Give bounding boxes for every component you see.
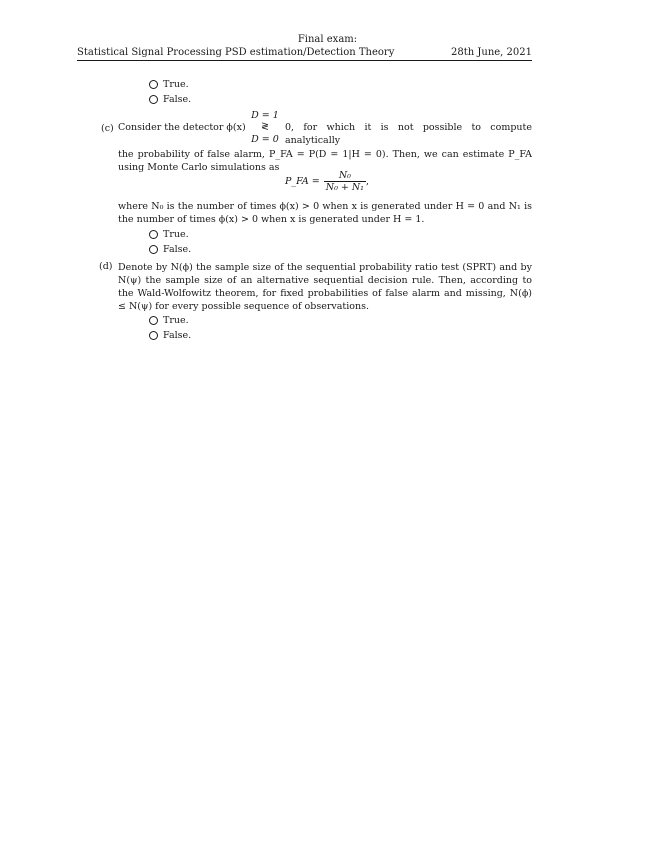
q-c-formula-numerator: N₀ [338,170,351,181]
q-c-option-false[interactable] [149,244,191,255]
q-b-option-false[interactable] [149,94,191,105]
radio-button-icon[interactable] [149,331,158,340]
q-c-formula [285,170,369,193]
header-rule [77,60,532,61]
q-c-text-a: the probability of false alarm, P_FA = P(D = 1|H = 0). Then, we can estimate P_FA using Monte Carlo simulations as [118,149,532,173]
q-d-false-label: False. [163,330,192,341]
q-d-option-true[interactable] [149,315,189,326]
q-b-true-label: True. [163,79,189,90]
q-d-option-false[interactable] [149,330,191,341]
q-d-true-label: True. [163,315,189,326]
radio-button-icon[interactable] [149,316,158,325]
q-d-text: Denote by N(ϕ) the sample size of the sequential probability ratio test (SPRT) and by N(ψ) the sample size of an alternative sequential decision rule. Then, according to the Wald-Wolfowitz theorem, for fixed probabilities of false alarm and missing, N(ϕ) ≤ N(ψ) for every possible sequence of observations. [118,262,532,312]
q-c-formula-tail: , [366,176,370,187]
q-d-label: (d) [99,261,113,272]
q-c-false-label: False. [163,244,192,255]
q-c-option-true[interactable] [149,229,189,240]
radio-button-icon[interactable] [149,95,158,104]
q-c-decision-bottom: D = 0 [251,134,279,145]
q-b-option-true[interactable] [149,79,189,90]
header-title: Final exam: [297,34,358,45]
header-topic: PSD estimation/Detection Theory [225,47,395,58]
radio-button-icon[interactable] [149,80,158,89]
q-c-true-label: True. [163,229,189,240]
header-date: 28th June, 2021 [451,47,532,58]
q-c-decision-symbol: ≷ [261,121,269,132]
q-c-formula-lhs: P_FA = [285,176,320,187]
radio-button-icon[interactable] [149,245,158,254]
q-c-line1-post: 0, for which it is not possible to compute analytically [285,122,532,146]
q-c-line1-pre: Consider the detector ϕ(x) [118,122,246,133]
q-b-false-label: False. [163,94,192,105]
header-course: Statistical Signal Processing [77,47,222,58]
q-c-text-b: where N₀ is the number of times ϕ(x) > 0 when x is generated under H = 0 and N₁ is the number of times ϕ(x) > 0 when x is generated under H = 1. [118,201,532,225]
q-c-fraction [324,170,366,193]
radio-button-icon[interactable] [149,230,158,239]
q-c-label: (c) [101,123,114,134]
q-c-formula-denominator: N₀ + N₁ [325,182,364,193]
q-c-decision-top: D = 1 [251,110,279,121]
